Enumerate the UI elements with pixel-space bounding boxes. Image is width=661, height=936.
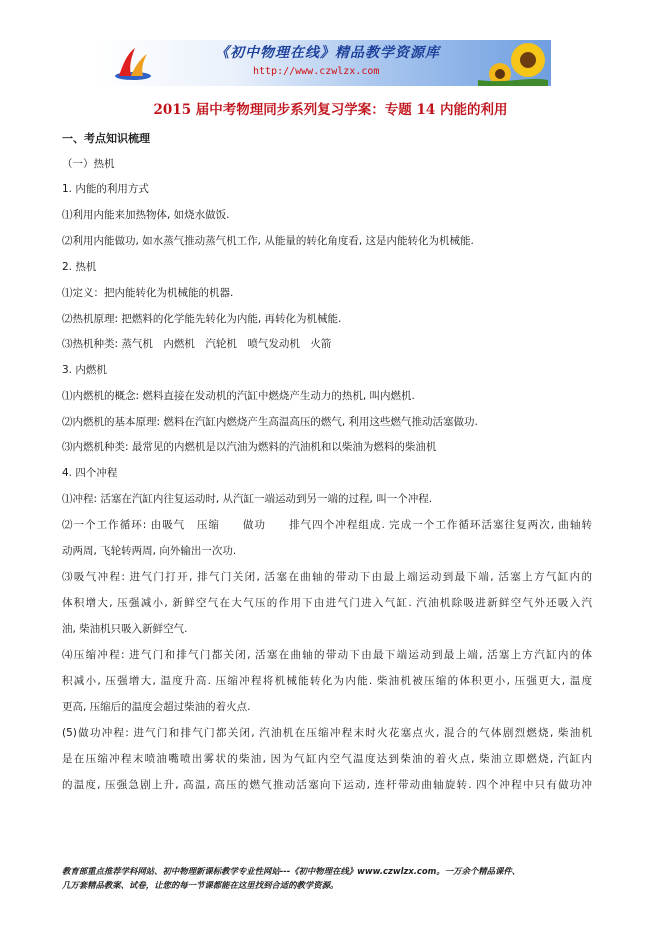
banner-title: 《初中物理在线》精品教学资源库 bbox=[215, 45, 440, 61]
paragraph-line: ⑶内燃机种类: 最常见的内燃机是以汽油为燃料的汽油机和以柴油为燃料的柴油机 bbox=[62, 441, 437, 453]
footer-line: 教育部重点推荐学科网站、初中物理新课标教学专业性网站---《初中物理在线》www.czwlzx.com。一万余个精品课件、 bbox=[62, 866, 521, 876]
paragraph-line: ⑴定义：把内能转化为机械能的机器. bbox=[62, 287, 234, 299]
paragraph-line: 3. 内燃机 bbox=[62, 364, 107, 376]
paragraph-line: 2. 热机 bbox=[62, 261, 97, 273]
paragraph-line: ⑵一个工作循环: 由吸气 压缩 做功 排气四个冲程组成. 完成一个工作循环活塞往复两次, 曲轴转 bbox=[62, 519, 592, 531]
paragraph-line: ⑴冲程: 活塞在汽缸内往复运动时, 从汽缸一端运动到另一端的过程, 叫一个冲程. bbox=[62, 493, 433, 505]
paragraph-line: ⑷压缩冲程: 进气门和排气门都关闭, 活塞在曲轴的带动下由最下端运动到最上端, 活塞上方汽缸内的体 bbox=[62, 649, 592, 661]
page-footer bbox=[62, 864, 602, 892]
paragraph-line: 体积增大, 压强减小, 新鲜空气在大气压的作用下由进气门进入气缸. 汽油机除吸进新鲜空气外还吸入汽 bbox=[62, 597, 592, 609]
paragraph-line: ⑵利用内能做功, 如水蒸气推动蒸气机工作, 从能量的转化角度看, 这是内能转化为机械能. bbox=[62, 235, 474, 247]
paragraph-line: 更高, 压缩后的温度会超过柴油的着火点. bbox=[62, 701, 251, 713]
paragraph-line: ⑵热机原理: 把燃料的化学能先转化为内能, 再转化为机械能. bbox=[62, 313, 342, 325]
paragraph-line: 积减小, 压强增大, 温度升高. 压缩冲程将机械能转化为内能. 柴油机被压缩的体积更小, 压强更大, 温度 bbox=[62, 675, 592, 687]
paragraph-line: ⑶热机种类: 蒸气机 内燃机 汽轮机 喷气发动机 火箭 bbox=[62, 338, 332, 350]
paragraph-line: 的温度, 压强急剧上升, 高温, 高压的燃气推动活塞向下运动, 连杆带动曲轴旋转. 四个冲程中只有做功冲 bbox=[62, 779, 592, 791]
paragraph-line: ⑴利用内能来加热物体, 如烧水做饭. bbox=[62, 209, 230, 221]
footer-line: 几万套精品教案、试卷，让您的每一节课都能在这里找到合适的教学资源。 bbox=[62, 880, 339, 890]
sunflower-icon bbox=[478, 40, 548, 86]
paragraph-line: ⑶吸气冲程: 进气门打开, 排气门关闭, 活塞在曲轴的带动下由最上端运动到最下端, 活塞上方气缸内的 bbox=[62, 571, 592, 583]
paragraph-line: ⑵内燃机的基本原理: 燃料在汽缸内燃烧产生高温高压的燃气, 利用这些燃气推动活塞做功. bbox=[62, 416, 478, 428]
paragraph-line: 动两周, 飞轮转两周, 向外输出一次功. bbox=[62, 545, 237, 557]
paragraph-line: 4. 四个冲程 bbox=[62, 467, 118, 479]
paragraph-line: ⑴内燃机的概念: 燃料直接在发动机的汽缸中燃烧产生动力的热机, 叫内燃机. bbox=[62, 390, 415, 402]
paragraph-line: (5)做功冲程: 进气门和排气门都关闭, 汽油机在压缩冲程末时火花塞点火, 混合的气体剧烈燃烧, 柴油机 bbox=[62, 727, 592, 739]
paragraph-line: 油, 柴油机只吸入新鲜空气. bbox=[62, 623, 188, 635]
document-title: 2015 届中考物理同步系列复习学案：专题 14 内能的利用 bbox=[153, 102, 508, 118]
paragraph-line: 1. 内能的利用方式 bbox=[62, 183, 149, 195]
banner-url: http://www.czwlzx.com bbox=[253, 66, 380, 77]
paragraph-line: 是在压缩冲程末喷油嘴喷出雾状的柴油, 因为气缸内空气温度达到柴油的着火点, 柴油立即燃烧, 汽缸内 bbox=[62, 753, 592, 765]
site-logo-icon bbox=[113, 46, 153, 82]
section-heading: 一、考点知识梳理 bbox=[62, 132, 150, 145]
subsection-heading: （一）热机 bbox=[62, 158, 115, 170]
